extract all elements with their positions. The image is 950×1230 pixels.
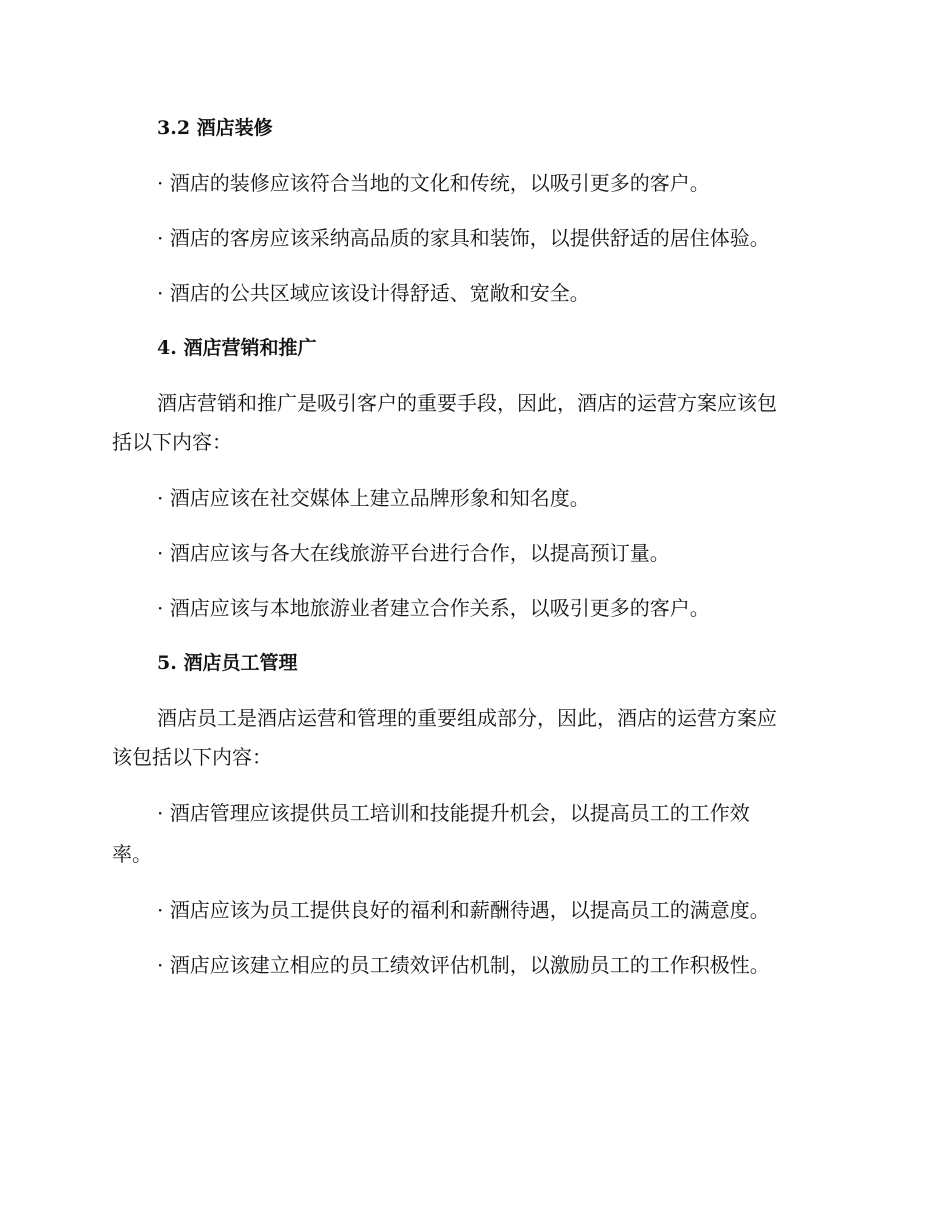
section-3-2-heading: 3.2 酒店装修 [157,117,273,139]
section-4-bullet-1: · 酒店应该在社交媒体上建立品牌形象和知名度。 [157,486,590,510]
section-4-heading: 4. 酒店营销和推广 [157,337,317,359]
section-5-intro-line-1: 酒店员工是酒店运营和管理的重要组成部分，因此，酒店的运营方案应 [157,706,777,730]
section-5-intro-line-2: 该包括以下内容： [112,745,272,769]
section-5-bullet-3: · 酒店应该建立相应的员工绩效评估机制，以激励员工的工作积极性。 [157,953,770,977]
section-4-intro-line-2: 括以下内容： [112,430,232,454]
section-3-2-bullet-2: · 酒店的客房应该采纳高品质的家具和装饰，以提供舒适的居住体验。 [157,226,770,250]
section-3-2-bullet-3: · 酒店的公共区域应该设计得舒适、宽敞和安全。 [157,281,590,305]
section-5-bullet-2: · 酒店应该为员工提供良好的福利和薪酬待遇，以提高员工的满意度。 [157,898,770,922]
section-3-2-bullet-1: · 酒店的装修应该符合当地的文化和传统，以吸引更多的客户。 [157,171,710,195]
section-5-bullet-1-line-1: · 酒店管理应该提供员工培训和技能提升机会，以提高员工的工作效 [157,801,750,825]
section-4-bullet-2: · 酒店应该与各大在线旅游平台进行合作，以提高预订量。 [157,541,670,565]
section-4-intro-line-1: 酒店营销和推广是吸引客户的重要手段，因此，酒店的运营方案应该包 [157,391,777,415]
section-4-bullet-3: · 酒店应该与本地旅游业者建立合作关系，以吸引更多的客户。 [157,596,710,620]
section-5-bullet-1-line-2: 率。 [112,842,152,866]
section-5-heading: 5. 酒店员工管理 [157,652,298,674]
